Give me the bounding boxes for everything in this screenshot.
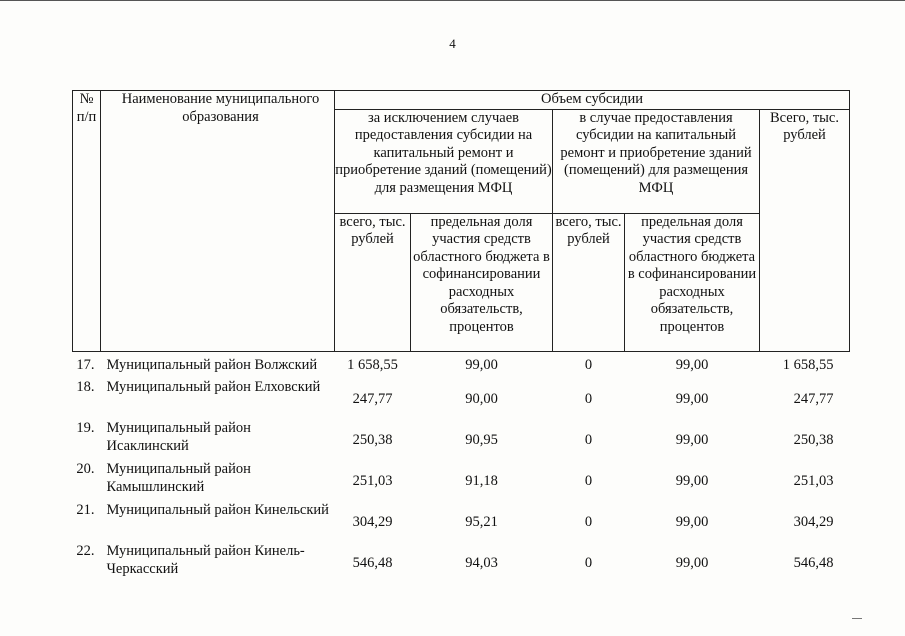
row-b-share: 99,00 [675,554,709,571]
row-a-total: 546,48 [352,554,393,571]
row-name: Муниципальный район Исаклинский [106,420,251,454]
row-a-total: 251,03 [352,472,393,489]
table-row [73,420,850,461]
row-a-share: 99,00 [465,356,498,373]
row-name: Муниципальный район Волжский [106,356,318,373]
header-b-share: предельная доля участия средств областного бюджета в софинансировании расходных обязательств, процентов [625,213,760,351]
row-a-share: 91,18 [465,472,498,489]
header-num: № п/п [73,91,101,352]
row-b-share: 99,00 [675,356,709,373]
header-a-total: всего, тыс. рублей [335,213,411,351]
row-b-total: 0 [584,390,593,407]
table-row [73,351,850,379]
row-a-share: 95,21 [465,513,498,530]
header-total: Всего, тыс. рублей [760,109,850,351]
row-num: 21. [76,502,95,518]
row-b-share: 99,00 [675,513,709,530]
table-row [73,379,850,420]
row-a-total: 1 658,55 [347,356,398,373]
row-total: 247,77 [793,390,834,407]
row-num: 19. [76,420,95,436]
row-b-total: 0 [584,472,593,489]
row-b-share: 99,00 [675,472,709,489]
header-volume: Объем субсидии [335,91,850,110]
row-total: 1 658,55 [782,356,834,373]
header-name: Наименование муниципального образования [101,91,335,352]
row-a-share: 94,03 [465,554,498,571]
row-a-share: 90,00 [465,390,498,407]
header-group-a: за исключением случаев предоставления субсидии на капитальный ремонт и приобретение зданий (помещений) для размещения МФЦ [335,109,553,213]
row-a-total: 250,38 [352,431,393,448]
row-b-total: 0 [584,513,593,530]
row-b-share: 99,00 [675,390,709,407]
table-row [73,461,850,502]
row-b-share: 99,00 [675,431,709,448]
row-total: 546,48 [793,554,834,571]
row-total: 250,38 [793,431,834,448]
row-a-total: 304,29 [352,513,393,530]
scan-edge-line [0,0,905,1]
row-total: 304,29 [793,513,834,530]
row-name: Муниципальный район Камышлинский [106,461,251,495]
row-num: 18. [76,379,95,395]
row-b-total: 0 [584,356,593,373]
row-name: Муниципальный район Елховский [106,379,321,395]
page-number: 4 [449,36,456,51]
table-row [73,543,850,584]
header-a-share: предельная доля участия средств областного бюджета в софинансировании расходных обязательств, процентов [411,213,553,351]
scan-mark [852,618,862,619]
table-row [73,502,850,543]
row-name: Муниципальный район Кинель-Черкасский [106,543,305,577]
row-total: 251,03 [793,472,834,489]
row-num: 17. [76,356,95,373]
row-num: 20. [76,461,95,477]
subsidy-table [72,90,850,584]
row-num: 22. [76,543,95,559]
row-a-share: 90,95 [465,431,498,448]
row-a-total: 247,77 [352,390,393,407]
header-b-total: всего, тыс. рублей [553,213,625,351]
row-b-total: 0 [584,431,593,448]
header-group-b: в случае предоставления субсидии на капитальный ремонт и приобретение зданий (помещений) для размещения МФЦ [553,109,760,213]
row-name: Муниципальный район Кинельский [106,502,329,518]
row-b-total: 0 [584,554,593,571]
